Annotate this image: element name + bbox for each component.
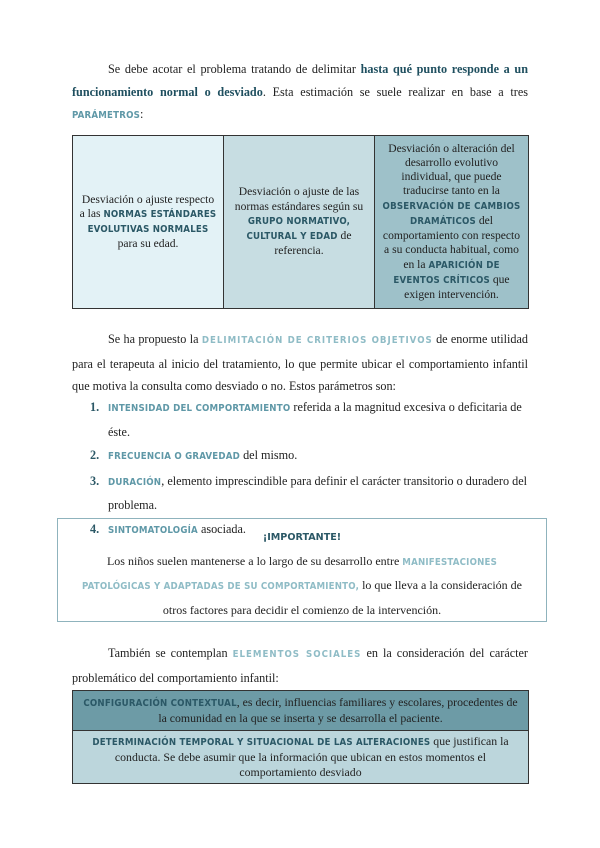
intro-highlight: hasta qué punto responde a un funcionamiento normal o desviado — [72, 62, 528, 99]
param-cell-normativo: Desviación o ajuste de las normas estándares según su GRUPO NORMATIVO, CULTURAL Y EDAD de referencia. — [224, 136, 375, 309]
important-body: Los niños suelen mantenerse a lo largo de su desarrollo entre MANIFESTACIONES PATOLÓGICAS Y ADAPTADAS DE SU COMPORTAMIENTO, lo que lleva a la consideración de otros factores para decidir el comienzo de la intervención. — [81, 553, 523, 617]
param-cell-evolutivas: Desviación o ajuste respecto a las NORMAS ESTÁNDARES EVOLUTIVAS NORMALES para su edad. — [73, 136, 224, 309]
criteria-keyword: DELIMITACIÓN DE CRITERIOS OBJETIVOS — [201, 335, 433, 346]
social-table — [72, 690, 529, 784]
list-item: 2. FRECUENCIA O GRAVEDAD del mismo. — [90, 448, 298, 462]
important-title: ¡IMPORTANTE! — [262, 532, 342, 543]
social-row-contextual: CONFIGURACIÓN CONTEXTUAL, es decir, influencias familiares y escolares, procedentes de la comunidad en la que se inserta y se desarrolla el paciente. — [73, 691, 529, 731]
important-box — [57, 518, 547, 622]
list-item: 1. INTENSIDAD DEL COMPORTAMIENTO referida a la magnitud excesiva o deficitaria de éste. — [90, 400, 522, 439]
intro-suffix: : — [140, 107, 144, 121]
criteria-paragraph: Se ha propuesto la DELIMITACIÓN DE CRITERIOS OBJETIVOS de enorme utilidad para el terapeuta al inicio del tratamiento, lo que permite ubicar el comportamiento infantil que motiva la consulta como desviado o no. Estos parámetros son: — [72, 332, 528, 393]
social-paragraph: También se contemplan ELEMENTOS SOCIALES en la consideración del carácter problemático del comportamiento infantil: — [72, 646, 528, 685]
parametros-keyword: PARÁMETROS — [72, 110, 141, 121]
parameters-table — [72, 135, 529, 309]
social-row-temporal: DETERMINACIÓN TEMPORAL Y SITUACIONAL DE LAS ALTERACIONES que justifican la conducta. Se debe asumir que la información que ubican en estos momentos el comportamiento desviado — [73, 731, 529, 784]
list-item: 3. DURACIÓN, elemento imprescindible para definir el carácter transitorio o duradero del problema. — [90, 473, 528, 512]
intro-paragraph — [72, 58, 528, 128]
intro-text: Se debe acotar el problema tratando de delimitar — [108, 62, 361, 76]
list-item: 4. SINTOMATOLOGÍA asociada. — [90, 521, 246, 536]
intro-text-middle: . Esta estimación se suele realizar en base a tres — [262, 84, 529, 99]
param-cell-individual: Desviación o alteración del desarrollo evolutivo individual, que puede traducirse tanto en la OBSERVACIÓN DE CAMBIOS DRAMÁTICOS del comportamiento con respecto a su conducta habitual, como en la APARICIÓN DE EVENTOS CRÍTICOS que exigen intervención. — [375, 136, 529, 309]
social-keyword: ELEMENTOS SOCIALES — [232, 649, 362, 660]
